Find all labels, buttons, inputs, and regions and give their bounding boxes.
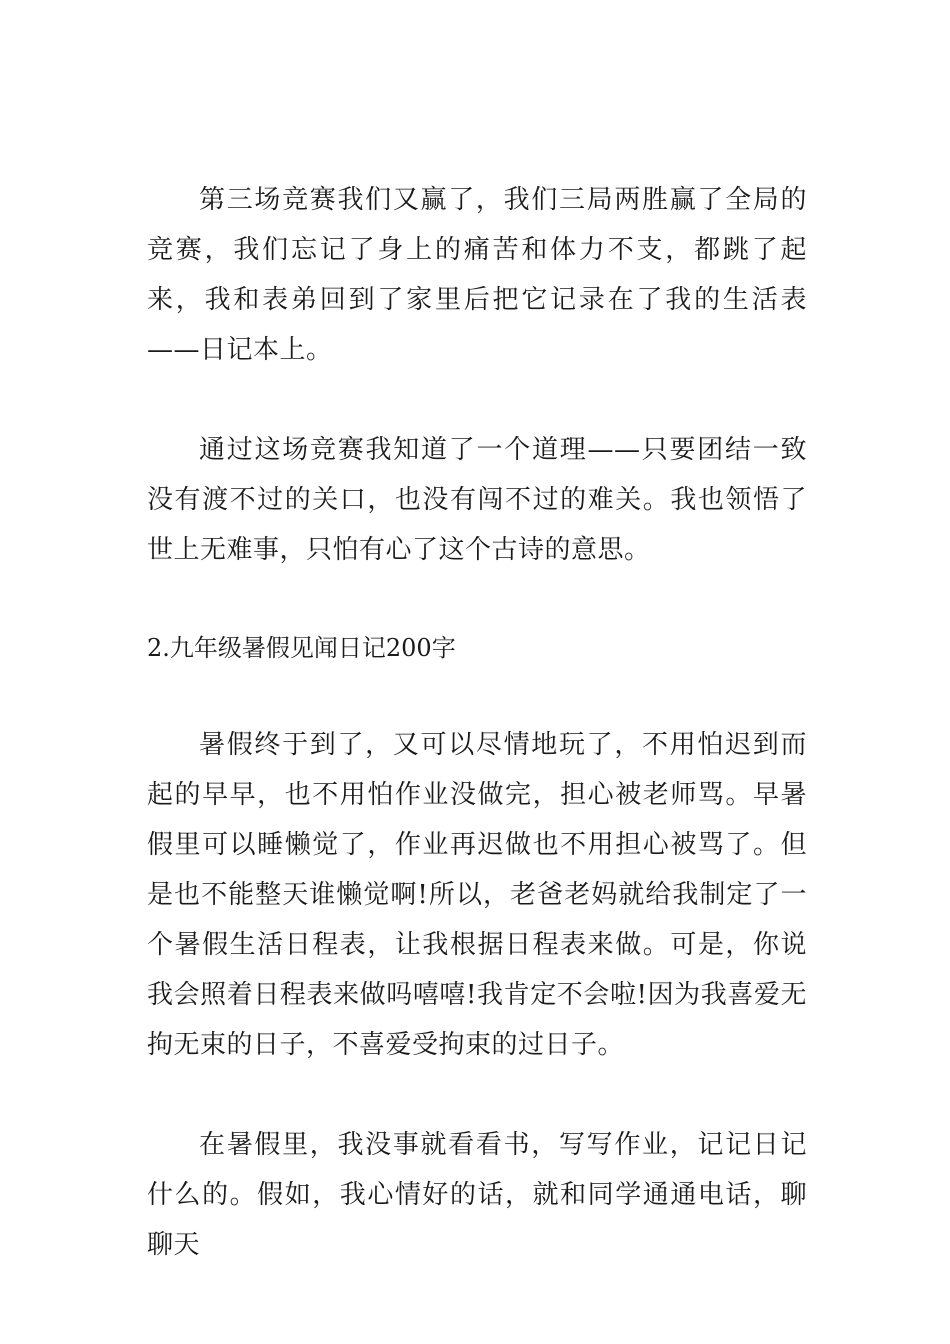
section-heading: 2.九年级暑假见闻日记200字 [147, 634, 456, 662]
paragraph-summer-activities: 在暑假里，我没事就看看书，写写作业，记记日记什么的。假如，我心情好的话，就和同学通通电话，聊聊天 [147, 1130, 807, 1260]
paragraph-summer-vacation: 暑假终于到了，又可以尽情地玩了，不用怕迟到而起的早早，也不用怕作业没做完，担心被老师骂。早暑假里可以睡懒觉了，作业再迟做也不用担心被骂了。但是也不能整天谁懒觉啊!所以，老爸老妈就给我制定了一个暑假生活日程表，让我根据日程表来做。可是，你说我会照着日程表来做吗嘻嘻!我肯定不会啦!因为我喜爱无拘无束的日子，不喜爱受拘束的过日子。 [147, 730, 807, 1060]
paragraph-lesson-learned: 通过这场竞赛我知道了一个道理——只要团结一致没有渡不过的关口，也没有闯不过的难关。我也领悟了世上无难事，只怕有心了这个古诗的意思。 [147, 435, 807, 565]
paragraph-match-result: 第三场竞赛我们又赢了，我们三局两胜赢了全局的竞赛，我们忘记了身上的痛苦和体力不支，都跳了起来，我和表弟回到了家里后把它记录在了我的生活表——日记本上。 [147, 185, 807, 365]
